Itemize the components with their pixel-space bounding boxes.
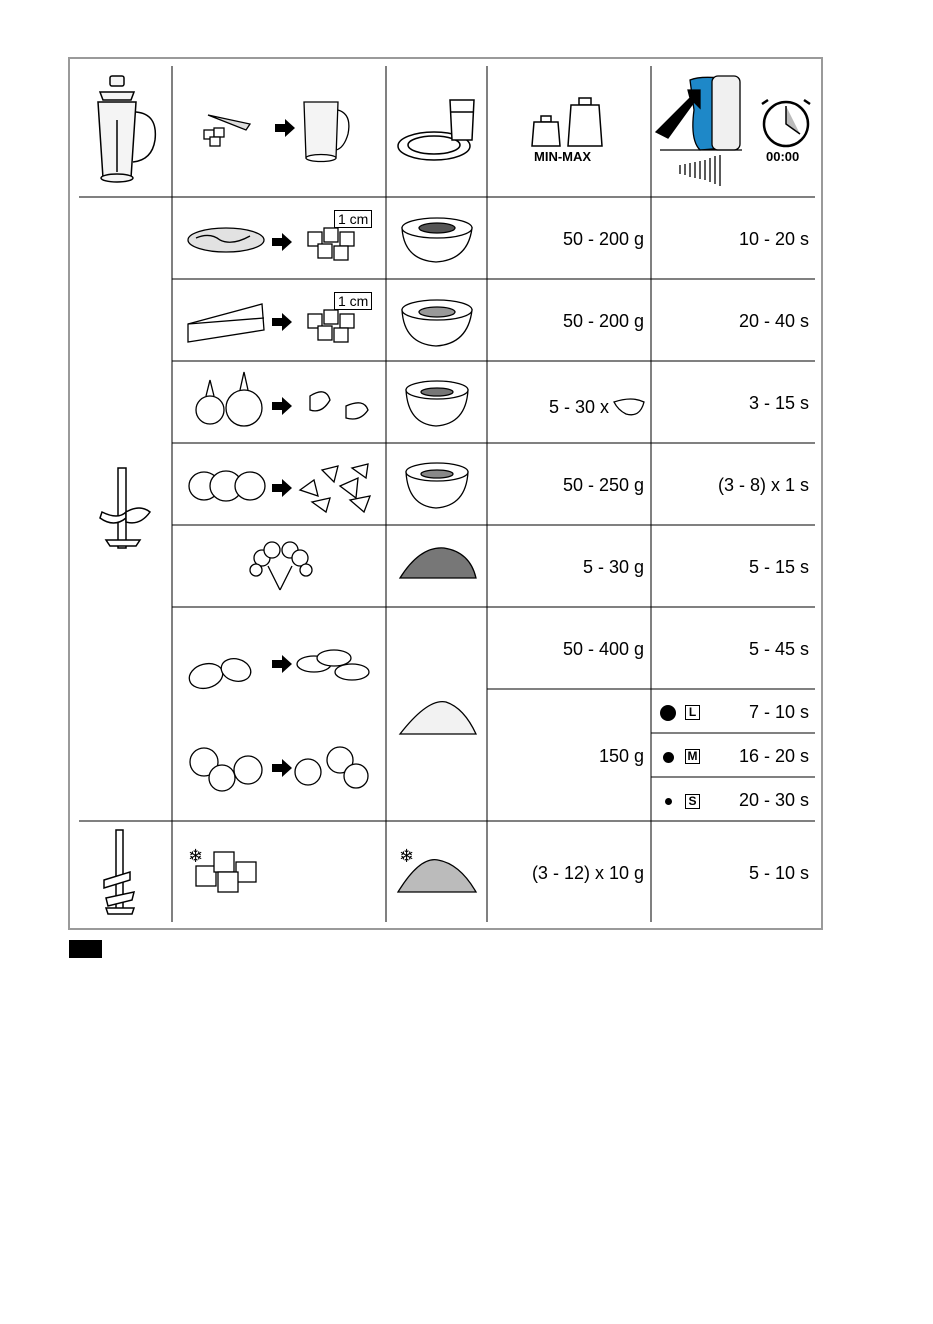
row-8-time: 5 - 10 s [748,863,809,883]
min-max-label: MIN-MAX [534,149,592,164]
row-5-time: 5 - 15 s [748,557,809,577]
row-1-time: 10 - 20 s [738,229,809,249]
size-tag: 1 cm [334,210,372,228]
row-4-quantity: 50 - 250 g [562,475,644,495]
language-tab-marker [69,940,102,958]
row-1-quantity: 50 - 200 g [562,229,644,249]
timer-label: 00:00 [766,149,800,164]
size-medium-time: 16 - 20 s [738,746,809,766]
row-4-time: (3 - 8) x 1 s [717,475,809,495]
row-6-quantity: 50 - 400 g [562,639,644,659]
size-letter-box: S [685,794,700,809]
size-small-time: 20 - 30 s [738,790,809,810]
row-7-quantity: 150 g [598,746,644,766]
size-letter-box: M [685,749,700,764]
size-tag: 1 cm [334,292,372,310]
row-6-time: 5 - 45 s [748,639,809,659]
svg-text:❄: ❄ [399,846,415,867]
svg-text:❄: ❄ [188,846,204,867]
row-8-quantity: (3 - 12) x 10 g [531,863,644,883]
row-3-quantity: 5 - 30 x [548,397,609,417]
size-large-time: 7 - 10 s [748,702,809,722]
size-letter-box: L [685,705,700,720]
row-2-time: 20 - 40 s [738,311,809,331]
row-5-quantity: 5 - 30 g [582,557,644,577]
row-2-quantity: 50 - 200 g [562,311,644,331]
row-3-time: 3 - 15 s [748,393,809,413]
